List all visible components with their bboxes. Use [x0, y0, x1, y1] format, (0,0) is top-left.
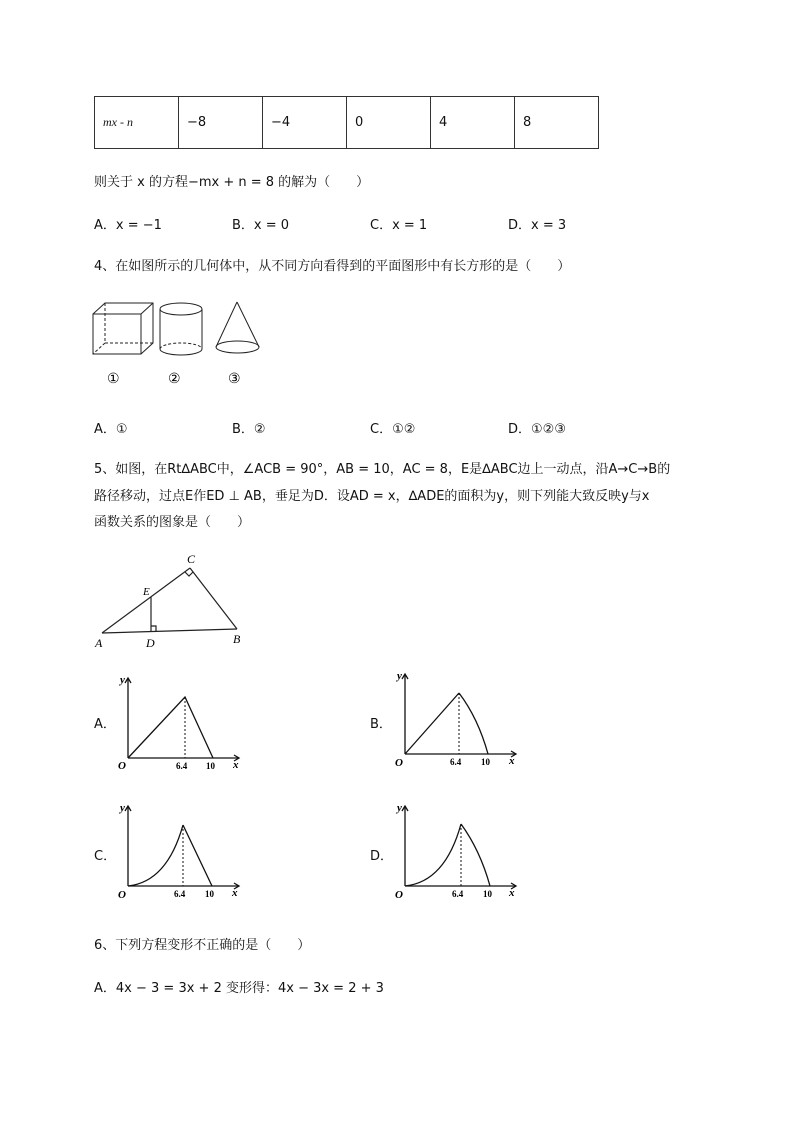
y-axis-label: y — [120, 802, 125, 814]
q3-option-c[interactable]: C．x = 1 — [370, 218, 428, 233]
x-axis-label: x — [233, 759, 239, 771]
y-axis-label: y — [397, 802, 402, 814]
table-cell: 0 — [347, 97, 431, 149]
q4-option-a[interactable]: A．① — [94, 422, 128, 437]
figure-label-3: ③ — [228, 372, 241, 387]
table-cell: 8 — [515, 97, 599, 149]
tick-label-10: 10 — [206, 761, 215, 771]
table-cell: mx - n — [95, 97, 179, 149]
origin-label: O — [118, 760, 126, 772]
q3-option-b[interactable]: B．x = 0 — [232, 218, 290, 233]
q5-stem-line1: 5、如图，在Rt∆ABC中，∠ACB = 90°，AB = 10，AC = 8，E是∆ABC边上一动点，沿A→C→B的 — [94, 462, 671, 477]
tick-label-6-4: 6.4 — [452, 889, 464, 899]
table-cell: −8 — [179, 97, 263, 149]
q5-option-a-label[interactable]: A． — [94, 717, 116, 732]
vertex-label-b: B — [233, 632, 241, 646]
q6-stem: 6、下列方程变形不正确的是（ ） — [94, 938, 311, 953]
cylinder-figure — [160, 303, 202, 355]
tick-label-10: 10 — [481, 757, 490, 767]
cone-figure — [216, 302, 259, 353]
figure-label-2: ② — [168, 372, 181, 387]
q4-option-b[interactable]: B．② — [232, 422, 266, 437]
q3-option-d[interactable]: D．x = 3 — [508, 218, 567, 233]
value-table — [94, 96, 599, 149]
q5-stem-line3: 函数关系的图象是（ ） — [94, 515, 251, 530]
table-row — [95, 97, 599, 149]
q3-option-a[interactable]: A．x = −1 — [94, 218, 162, 233]
tick-label-10: 10 — [205, 889, 214, 899]
vertex-label-c: C — [187, 552, 196, 566]
q4-solids-figure — [88, 296, 278, 396]
x-axis-label: x — [509, 755, 515, 767]
q4-stem: 4、在如图所示的几何体中，从不同方向看得到的平面图形中有长方形的是（ ） — [94, 259, 571, 274]
graph-option-a[interactable] — [115, 672, 245, 772]
q4-option-c[interactable]: C．①② — [370, 422, 416, 437]
x-axis-label: x — [509, 887, 515, 899]
vertex-label-d: D — [146, 636, 155, 650]
q5-option-d-label[interactable]: D． — [370, 849, 394, 864]
cube-figure — [93, 303, 153, 354]
graph-option-c[interactable] — [115, 798, 245, 902]
q6-option-a[interactable]: A．4x − 3 = 3x + 2 变形得：4x − 3x = 2 + 3 — [94, 981, 384, 996]
graph-option-d[interactable] — [392, 798, 522, 902]
q4-option-d[interactable]: D．①②③ — [508, 422, 566, 437]
table-cell: 4 — [431, 97, 515, 149]
q5-option-b-label[interactable]: B． — [370, 717, 392, 732]
y-axis-label: y — [397, 670, 402, 682]
graph-option-b[interactable] — [392, 666, 522, 770]
tick-label-10: 10 — [483, 889, 492, 899]
figure-label-1: ① — [107, 372, 120, 387]
q5-option-c-label[interactable]: C． — [94, 849, 117, 864]
origin-label: O — [395, 889, 403, 901]
y-axis-label: y — [120, 674, 125, 686]
vertex-label-e: E — [143, 586, 150, 598]
origin-label: O — [395, 757, 403, 769]
tick-label-6-4: 6.4 — [450, 757, 462, 767]
triangle-figure — [90, 550, 250, 650]
q3-stem: 则关于 x 的方程−mx + n = 8 的解为（ ） — [94, 175, 370, 190]
tick-label-6-4: 6.4 — [174, 889, 186, 899]
table-cell: −4 — [263, 97, 347, 149]
vertex-label-a: A — [95, 636, 103, 650]
q5-stem-line2: 路径移动，过点E作ED ⊥ AB，垂足为D．设AD = x，∆ADE的面积为y，则下列能大致反映y与x — [94, 489, 650, 504]
origin-label: O — [118, 889, 126, 901]
tick-label-6-4: 6.4 — [176, 761, 188, 771]
x-axis-label: x — [232, 887, 238, 899]
